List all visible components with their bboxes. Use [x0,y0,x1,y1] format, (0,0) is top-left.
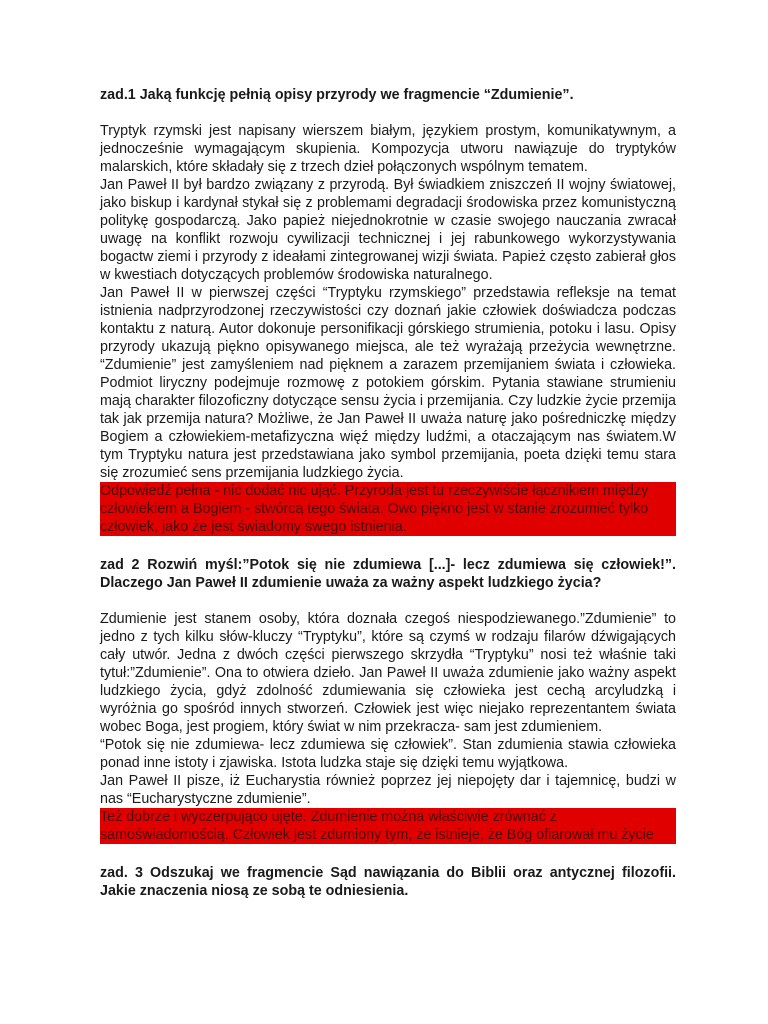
document-page [100,86,676,900]
task2-paragraph: “Potok się nie zdumiewa- lecz zdumiewa się człowiek”. Stan zdumienia stawia człowieka ponad inne istoty i zjawiska. Istota ludzka staje się dzięki temu wyjątkowa. [100,737,676,771]
feedback-line: Odpowiedź pełna - nic dodać nic ująć. Przyroda jest tu rzeczywiście łącznikiem między [100,483,649,499]
task1-heading: zad.1 Jaką funkcję pełnią opisy przyrody we fragmencie “Zdumienie”. [100,87,574,103]
task1-teacher-feedback [100,482,676,536]
feedback-line: samoświadomością. Człowiek jest zdumiony tym, że istnieje, że Bóg ofiarował mu życie [100,827,654,843]
task2-teacher-feedback [100,808,676,844]
feedback-line: Też dobrze i wyczerpująco ujęte. Zdumienie można właściwie zrównać z [100,809,557,825]
task2-paragraph: Zdumienie jest stanem osoby, która doznała czegoś niespodziewanego.”Zdumienie” to jedno z tych kilku słów-kluczy “Tryptyku”, które są czymś w rodzaju filarów dźwigających cały utwór. Jedna z dwóch części pierwszego skrzydła “Tryptyku” nosi też właśnie taki tytuł:”Zdumienie”. Ona to otwiera dzieło. Jan Paweł II uważa zdumienie jako ważny aspekt ludzkiego życia, gdyż zdolność zdumiewania się człowieka jest cechą arcyludzką i wyróżnia go spośród innych stworzeń. Człowiek jest więc niejako reprezentantem świata wobec Boga, jest progiem, który świat w nim przekracza- sam jest zdumieniem. [100,611,676,735]
task1-paragraph: Tryptyk rzymski jest napisany wierszem białym, językiem prostym, komunikatywnym, a jednocześnie wymagającym skupienia. Kompozycja utworu nawiązuje do tryptyków malarskich, które składały się z trzech dzieł połączonych wspólnym tematem. [100,123,676,175]
task2-heading: zad 2 Rozwiń myśl:”Potok się nie zdumiewa [...]- lecz zdumiewa się człowiek!”. Dlaczego Jan Paweł II zdumienie uważa za ważny aspekt ludzkiego życia? [100,557,676,591]
task1-paragraph: Jan Paweł II był bardzo związany z przyrodą. Był świadkiem zniszczeń II wojny światowej, jako biskup i kardynał stykał się z problemami degradacji środowiska przez komunistyczną politykę gospodarczą. Jako papież niejednokrotnie w czasie swojego nauczania zwracał uwagę na konflikt rozwoju cywilizacji technicznej i jej rabunkowego wykorzystywania bogactw ziemi i przyrody z ideałami zintegrowanej wizji świata. Papież często zabierał głos w kwestiach dotyczących problemów środowiska naturalnego. [100,177,676,283]
task3-heading: zad. 3 Odszukaj we fragmencie Sąd nawiązania do Biblii oraz antycznej filozofii. Jakie znaczenia niosą ze sobą te odniesienia. [100,865,676,899]
task2-paragraph: Jan Paweł II pisze, iż Eucharystia również poprzez jej niepojęty dar i tajemnicę, budzi w nas “Eucharystyczne zdumienie”. [100,773,676,807]
feedback-line: człowiekiem a Bogiem - stwórcą tego świata. Owo piękno jest w stanie zrozumieć tylko [100,501,649,517]
feedback-line: człowiek, jako że jest świadomy swego istnienia. [100,519,407,535]
task1-paragraph: Jan Paweł II w pierwszej części “Tryptyku rzymskiego” przedstawia refleksje na temat istnienia nadprzyrodzonej rzeczywistości czy doznań jakie człowiek doświadcza podczas kontaktu z naturą. Autor dokonuje personifikacji górskiego strumienia, potoku i lasu. Opisy przyrody ukazują piękno opisywanego miejsca, ale też wyrażają przeżycia wewnętrzne. “Zdumienie” jest zamyśleniem nad pięknem a zarazem przemijaniem świata i człowieka. Podmiot liryczny podejmuje rozmowę z potokiem górskim. Pytania stawiane strumieniu mają charakter filozoficzny dotyczące sensu życia i przemijania. Czy ludzkie życie przemija tak jak przemija natura? Możliwe, że Jan Paweł II uważa naturę jako pośredniczkę między Bogiem a człowiekiem-metafizyczna więź między ludźmi, a otaczającym nas światem.W tym Tryptyku natura jest przedstawiana jako symbol przemijania, poeta dzięki temu stara się zrozumieć sens przemijania ludzkiego życia. [100,285,676,481]
